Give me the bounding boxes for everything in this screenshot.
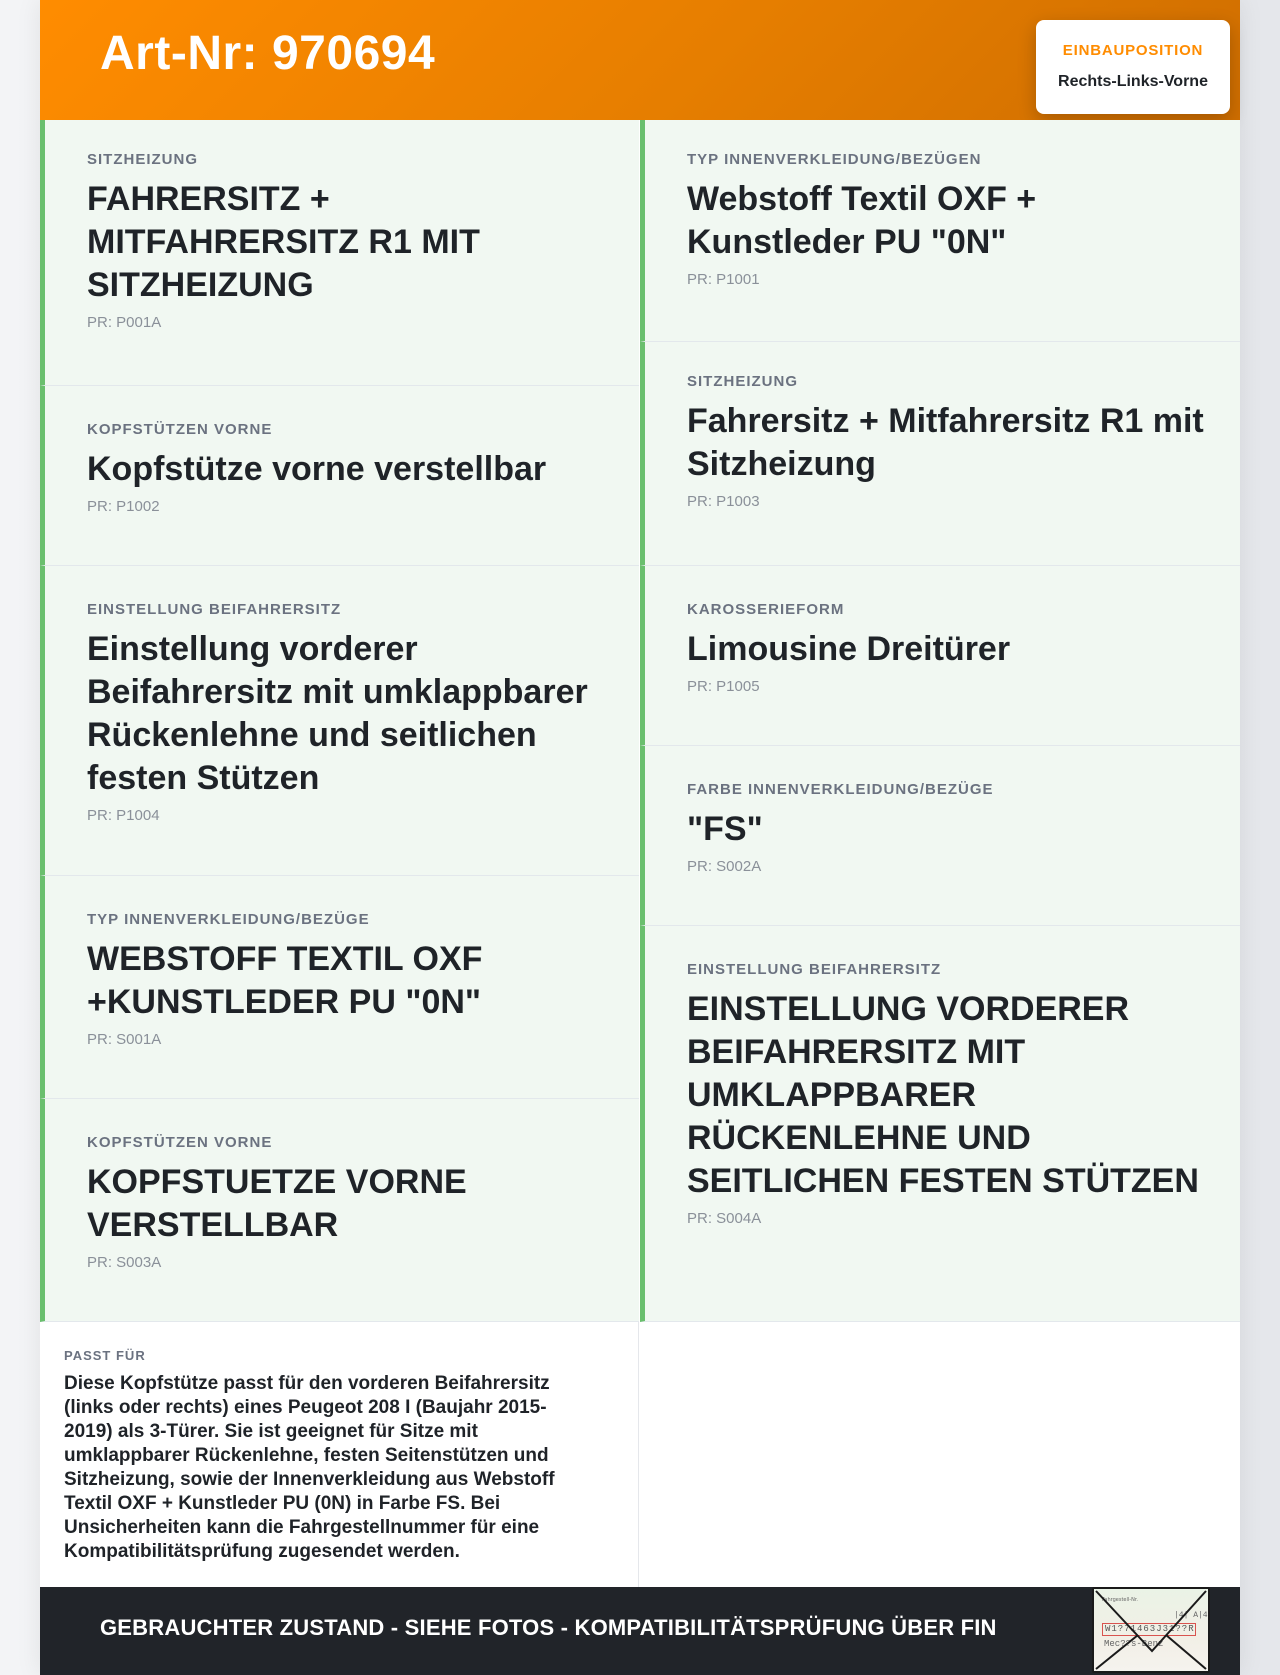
attribute-value: Kopfstütze vorne verstellbar xyxy=(87,450,547,488)
attribute-label: FARBE INNENVERKLEIDUNG/BEZÜGE xyxy=(687,781,994,798)
fits-description: Diese Kopfstütze passt für den vorderen Beifahrersitz (links oder rechts) eines Peugeot 208 I (Baujahr 2015-2019) als 3-Türer. Sie ist geeignet für Sitze mit umklappbarer Rückenlehne, festen Seitenstützen und Sitzheizung, sowie der Innenverkleidung aus Webstoff Textil OXF + Kunstleder PU (0N) in Farbe FS. Bei Unsicherheiten kann die Fahrgestellnummer für eine Kompatibilitätsprüfung zugesendet werden. xyxy=(64,1373,555,1562)
envelope-flap-icon xyxy=(1094,1589,1208,1671)
attribute-value: FAHRERSITZ + MITFAHRERSITZ R1 MIT SITZHEIZUNG xyxy=(87,180,480,304)
attribute-value: Limousine Dreitürer xyxy=(687,630,1011,668)
attribute-label: SITZHEIZUNG xyxy=(87,151,198,168)
badge-label: EINBAUPOSITION xyxy=(1062,42,1204,59)
envelope-fin-box: W1?71463J31??R xyxy=(1102,1623,1196,1636)
attribute-label: TYP INNENVERKLEIDUNG/BEZÜGE xyxy=(87,911,370,928)
attribute-value: Webstoff Textil OXF + Kunstleder PU "0N" xyxy=(687,180,1037,261)
attribute-card xyxy=(640,746,1240,926)
attribute-value: "FS" xyxy=(687,810,763,848)
attribute-label: KOPFSTÜTZEN VORNE xyxy=(87,421,273,438)
attribute-code: PR: P1003 xyxy=(687,493,760,510)
attribute-label: KAROSSERIEFORM xyxy=(687,601,845,618)
attribute-card xyxy=(640,342,1240,566)
envelope-doc-extra: |4| A|4 xyxy=(1174,1611,1208,1620)
footer-notice: GEBRAUCHTER ZUSTAND - SIEHE FOTOS - KOMPATIBILITÄTSPRÜFUNG ÜBER FIN xyxy=(100,1615,997,1640)
header-bar xyxy=(40,0,1240,120)
article-number-title: Art-Nr: 970694 xyxy=(100,27,436,80)
attribute-code: PR: S002A xyxy=(687,858,762,875)
attribute-value: Fahrersitz + Mitfahrersitz R1 mit Sitzheizung xyxy=(687,402,1204,483)
attribute-code: PR: P1005 xyxy=(687,678,760,695)
attribute-card xyxy=(40,566,639,876)
right-column xyxy=(640,120,1240,1322)
attribute-card xyxy=(40,876,639,1099)
attribute-label: EINSTELLUNG BEIFAHRERSITZ xyxy=(687,961,942,978)
envelope-icon xyxy=(1092,1587,1210,1673)
attribute-code: PR: S001A xyxy=(87,1031,162,1048)
attribute-card xyxy=(640,926,1240,1322)
badge-value: Rechts-Links-Vorne xyxy=(1058,73,1208,90)
envelope-brand: Mec??s-Benz xyxy=(1104,1639,1164,1649)
attribute-label: TYP INNENVERKLEIDUNG/BEZÜGEN xyxy=(687,151,982,168)
attribute-card xyxy=(40,1099,639,1322)
attribute-label: EINSTELLUNG BEIFAHRERSITZ xyxy=(87,601,342,618)
attribute-code: PR: P1002 xyxy=(87,498,160,515)
fits-section xyxy=(40,1322,639,1587)
left-column xyxy=(40,120,640,1322)
attribute-code: PR: P001A xyxy=(87,314,162,331)
attribute-label: SITZHEIZUNG xyxy=(687,373,798,390)
attribute-card xyxy=(40,386,639,566)
attribute-grid xyxy=(40,120,1240,1322)
attribute-value: EINSTELLUNG VORDERER BEIFAHRERSITZ MIT UMKLAPPBARER RÜCKENLEHNE UND SEITLICHEN FESTEN STÜTZEN xyxy=(687,990,1199,1200)
attribute-value: KOPFSTUETZE VORNE VERSTELLBAR xyxy=(87,1163,467,1244)
fits-label: PASST FÜR xyxy=(64,1348,146,1363)
attribute-card xyxy=(640,120,1240,342)
attribute-value: Einstellung vorderer Beifahrersitz mit umklappbarer Rückenlehne und seitlichen festen Stützen xyxy=(87,630,588,797)
attribute-code: PR: S003A xyxy=(87,1254,162,1271)
attribute-card xyxy=(40,120,639,386)
attribute-code: PR: S004A xyxy=(687,1210,762,1227)
attribute-code: PR: P1001 xyxy=(687,271,760,288)
attribute-card xyxy=(640,566,1240,746)
attribute-code: PR: P1004 xyxy=(87,807,160,824)
envelope-doc-label: Fahrgestell-Nr. xyxy=(1102,1597,1139,1603)
attribute-label: KOPFSTÜTZEN VORNE xyxy=(87,1134,273,1151)
product-sheet xyxy=(40,0,1240,1675)
attribute-value: WEBSTOFF TEXTIL OXF +KUNSTLEDER PU "0N" xyxy=(87,940,483,1021)
installation-position-badge xyxy=(1036,20,1230,114)
footer-bar xyxy=(40,1587,1240,1675)
